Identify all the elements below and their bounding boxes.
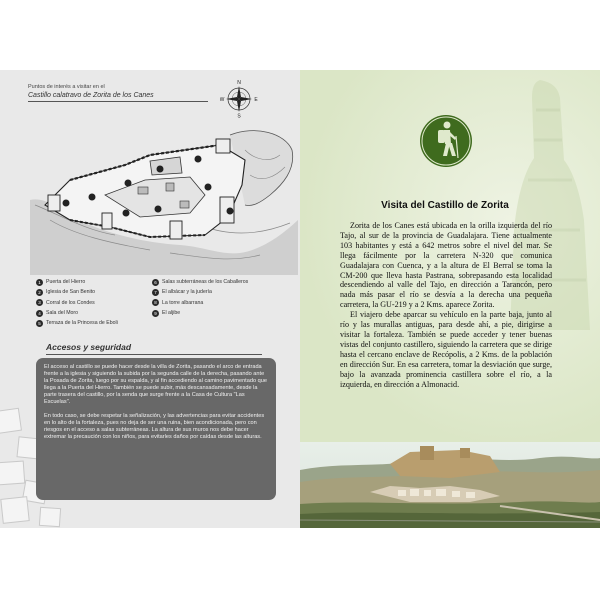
access-info-box (36, 358, 276, 500)
legend-column-2 (152, 277, 277, 318)
legend-label: Iglesia de San Benito (46, 289, 96, 296)
poi-title: Castillo calatravo de Zorita de los Canes (28, 91, 208, 102)
legend-item (152, 298, 277, 308)
legend-item (36, 287, 161, 297)
visit-title: Visita del Castillo de Zorita (381, 200, 509, 211)
legend-label: Terraza de la Princesa de Eboli (46, 320, 118, 327)
legend-number: 7 (152, 289, 159, 296)
legend-label: Corral de los Condes (46, 299, 95, 306)
legend-column-1 (36, 277, 161, 328)
castle-map-illustration (30, 125, 298, 275)
legend-label: El albácar y la judería (162, 289, 212, 296)
legend-number: 1 (36, 279, 43, 286)
castle-landscape-photo (300, 442, 600, 528)
legend-number: 4 (36, 310, 43, 317)
access-divider (46, 354, 262, 355)
legend-item (36, 277, 161, 287)
compass-n: N (237, 80, 241, 86)
access-title: Accesos y seguridad (46, 342, 132, 352)
legend-number: 9 (152, 310, 159, 317)
visit-body (340, 221, 552, 389)
hiker-icon (419, 114, 473, 168)
legend-item (36, 298, 161, 308)
legend-item (36, 308, 161, 318)
left-page (0, 70, 300, 528)
visit-paragraph-1: Zorita de los Canes está ubicada en la orilla izquierda del río Tajo, al sur de la provincia de Guadalajara. Tiene actualmente 103 habitantes y está a 642 metros sobre el nivel del mar. Se llega fácilmente por la carretera N-320 que comunica Guadalajara con Cuenca, y a la altura de El Berral se toma la CM-200 que lleva hasta Pastrana, sobrepasando esta localidad descendiendo al valle del Tajo, en dirección a Tarancón, pero nada más pasar el río se desvía a la derecha una pequeña carretera, la GU-219 y a 2 Kms. aparece Zorita. (340, 221, 552, 310)
right-page (300, 70, 600, 528)
compass-w: W (220, 97, 225, 103)
legend-label: La torre albarrana (162, 299, 204, 306)
compass-e: E (254, 97, 258, 103)
legend-item (152, 277, 277, 287)
book-spread (0, 70, 600, 528)
legend-label: Puerta del Hierro (46, 279, 86, 286)
legend-number: 5 (36, 320, 43, 327)
access-paragraph-1: El acceso al castillo se puede hacer desde la villa de Zorita, pasando el arco de entrada frente a la iglesia y siguiendo la subida por la segunda calle de la derecha, pasando ante la Posada de Zorita, luego por su espalda, y al fin accediendo al camino pavimentado que llega a la Puerta del Hierro. También se puede subir, más descansadamente, desde la parte trasera del castillo, por la senda que surge frente a la Casa de Cultura "Las Escuelas". (44, 364, 267, 406)
compass-rose-icon (220, 78, 258, 118)
legend-number: 6 (152, 279, 159, 286)
poi-header (28, 84, 208, 102)
legend-number: 8 (152, 299, 159, 306)
compass-s: S (237, 113, 241, 118)
legend-label: Sala del Moro (46, 310, 79, 317)
access-paragraph-2: En todo caso, se debe respetar la señalización, y las advertencias para evitar accidentes en lo alto de la fortaleza, pues no deja de ser una ruina, bien acondicionada, pero con riesgos en el acceso a salas subterráneas. La altura de sus muros nos debe hacer extremar la precaución con los niños, para evitarles daños por caídas desde las alturas. (44, 413, 265, 441)
legend-item (152, 287, 277, 297)
legend-item (152, 308, 277, 318)
legend-label: El aljibe (162, 310, 181, 317)
legend-label: Salas subterráneas de los Caballeros (162, 279, 249, 286)
visit-paragraph-2: El viajero debe aparcar su vehículo en la parte baja, junto al río y las murallas antiguas, para desde ahí, a pie, dirigirse a visitar la fortaleza. También se puede acceder y tener buenas vistas del conjunto castillero, siguiendo la carretera que se dirige hasta el cercano enclave de Recópolis, a 2 Kms. de la población en dirección Sur. En esa carretera, tomar la desviación que surge, bajo la avanzada prominencia castillera sobre el río, a la izquierda, en dirección a Almonacid. (340, 310, 552, 389)
poi-intro: Puntos de interés a visitar en el (28, 84, 105, 90)
legend-number: 3 (36, 299, 43, 306)
legend-number: 2 (36, 289, 43, 296)
legend-item (36, 318, 161, 328)
